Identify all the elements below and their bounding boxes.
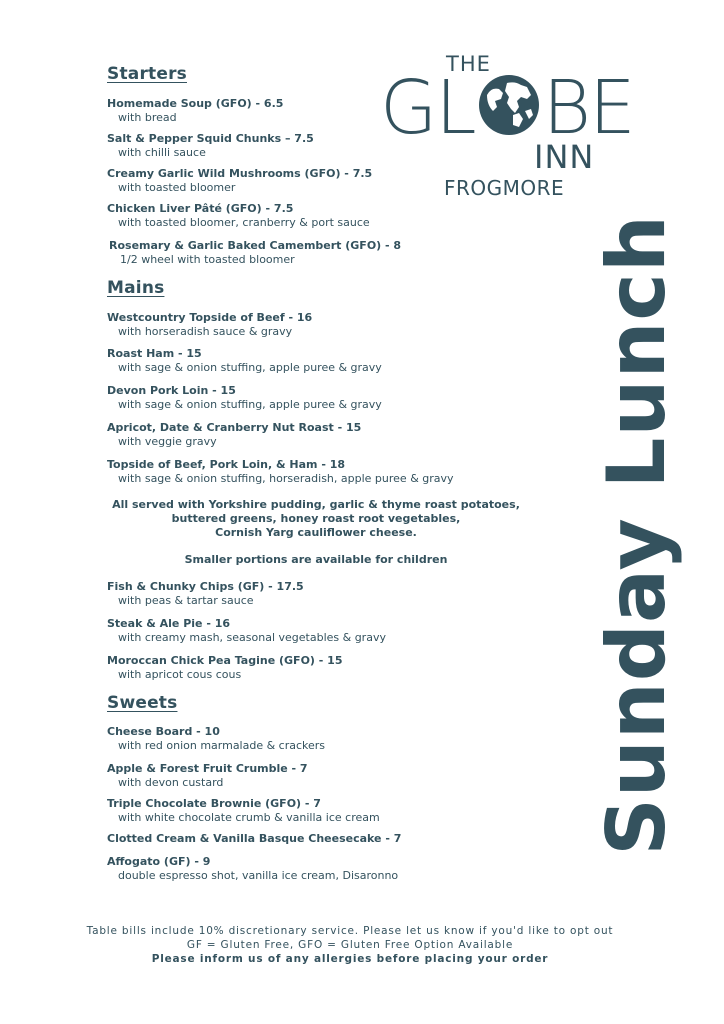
menu-item (107, 132, 547, 160)
service-note: Table bills include 10% discretionary service. Please let us know if you'd like to opt out (86, 925, 614, 937)
menu-item (107, 762, 547, 790)
logo-location: FROGMORE (444, 176, 565, 200)
item-description: with toasted bloomer (118, 181, 236, 194)
logo-inn: INN (534, 138, 595, 176)
item-title: Devon Pork Loin - 15 (107, 384, 236, 397)
menu-item (109, 239, 549, 267)
item-title: Salt & Pepper Squid Chunks – 7.5 (107, 132, 314, 145)
menu-item (107, 832, 547, 846)
item-description: with bread (118, 111, 177, 124)
item-title: Topside of Beef, Pork Loin, & Ham - 18 (107, 458, 346, 471)
item-description: with creamy mash, seasonal vegetables & gravy (118, 631, 386, 644)
menu-item (107, 580, 547, 608)
item-description: with apricot cous cous (118, 668, 242, 681)
item-title: Rosemary & Garlic Baked Camembert (GFO) - 8 (109, 239, 402, 252)
item-title: Moroccan Chick Pea Tagine (GFO) - 15 (107, 654, 343, 667)
mains-heading: Mains (107, 278, 165, 298)
item-description: with white chocolate crumb & vanilla ice cream (118, 811, 380, 824)
item-description: with sage & onion stuffing, apple puree & gravy (118, 361, 382, 374)
menu-item (107, 617, 547, 645)
item-description: with sage & onion stuffing, apple puree & gravy (118, 398, 382, 411)
item-title: Cheese Board - 10 (107, 725, 220, 738)
served-with-line: Cornish Yarg cauliflower cheese. (215, 526, 417, 539)
menu-item (107, 167, 547, 195)
item-description: with chilli sauce (118, 146, 206, 159)
menu-item (107, 725, 547, 753)
item-title: Fish & Chunky Chips (GF) - 17.5 (107, 580, 304, 593)
menu-item (107, 97, 547, 125)
item-title: Clotted Cream & Vanilla Basque Cheesecake - 7 (107, 832, 402, 845)
item-description: with red onion marmalade & crackers (118, 739, 326, 752)
item-title: Homemade Soup (GFO) - 6.5 (107, 97, 284, 110)
allergy-note: Please inform us of any allergies before placing your order (151, 953, 549, 965)
logo-the: THE (446, 52, 491, 76)
item-description: with peas & tartar sauce (118, 594, 254, 607)
served-with-line: All served with Yorkshire pudding, garlic & thyme roast potatoes, (112, 498, 520, 511)
menu-item (107, 797, 547, 825)
menu-item (107, 421, 547, 449)
item-title: Affogato (GF) - 9 (107, 855, 211, 868)
item-title: Creamy Garlic Wild Mushrooms (GFO) - 7.5 (107, 167, 373, 180)
item-description: double espresso shot, vanilla ice cream, Disaronno (118, 869, 399, 882)
sweets-heading: Sweets (107, 693, 178, 713)
item-title: Chicken Liver Pâté (GFO) - 7.5 (107, 202, 294, 215)
logo-gl: GL (380, 65, 475, 151)
menu-item (107, 347, 547, 375)
item-description: with veggie gravy (118, 435, 217, 448)
item-description: with toasted bloomer, cranberry & port sauce (118, 216, 370, 229)
gluten-legend: GF = Gluten Free, GFO = Gluten Free Option Available (186, 939, 514, 951)
menu-item (107, 458, 547, 486)
item-title: Apple & Forest Fruit Crumble - 7 (107, 762, 308, 775)
item-description: 1/2 wheel with toasted bloomer (120, 253, 295, 266)
menu-item (107, 202, 547, 230)
item-description: with horseradish sauce & gravy (118, 325, 293, 338)
menu-item (107, 311, 547, 339)
item-title: Steak & Ale Pie - 16 (107, 617, 231, 630)
item-title: Westcountry Topside of Beef - 16 (107, 311, 313, 324)
menu-item (107, 384, 547, 412)
logo-be: BE (542, 65, 634, 151)
menu-item (107, 855, 547, 883)
item-title: Apricot, Date & Cranberry Nut Roast - 15 (107, 421, 362, 434)
item-title: Triple Chocolate Brownie (GFO) - 7 (107, 797, 321, 810)
item-description: with devon custard (118, 776, 224, 789)
sunday-lunch-title: Sunday Lunch (590, 214, 683, 856)
starters-heading: Starters (107, 64, 187, 84)
menu-item (107, 654, 547, 682)
item-title: Roast Ham - 15 (107, 347, 202, 360)
item-description: with sage & onion stuffing, horseradish, apple puree & gravy (118, 472, 454, 485)
served-with-line: buttered greens, honey roast root vegetables, (171, 512, 461, 525)
children-note: Smaller portions are available for children (184, 553, 448, 566)
